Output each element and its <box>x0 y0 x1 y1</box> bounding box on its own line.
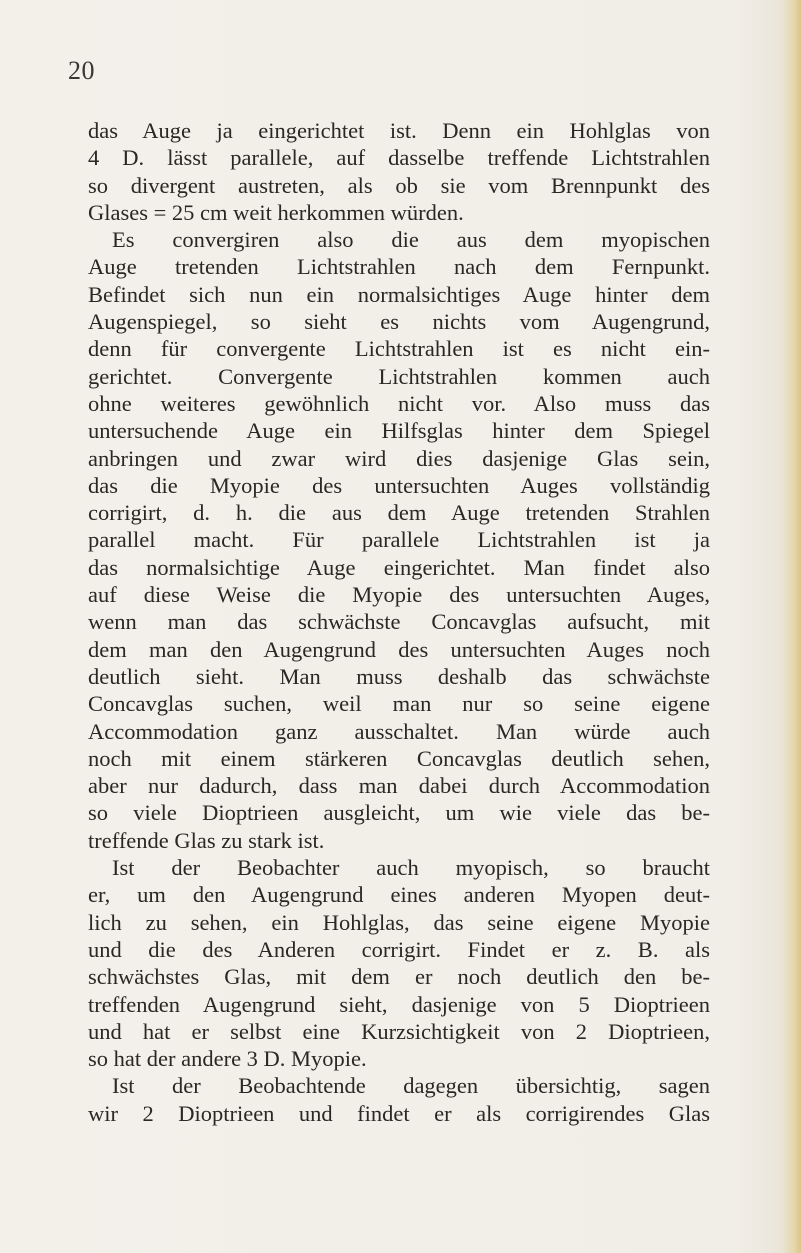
text-line: wir 2 Dioptrieen und findet er als corrigirendes Glas <box>88 1100 710 1126</box>
text-line: deutlich sieht. Man muss deshalb das schwächste <box>88 663 710 689</box>
text-line: Augenspiegel, so sieht es nichts vom Augengrund, <box>88 309 710 335</box>
text-line: treffenden Augengrund sieht, dasjenige von 5 Dioptrieen <box>88 991 710 1017</box>
text-line: noch mit einem stärkeren Concavglas deutlich sehen, <box>88 745 710 771</box>
text-line: treffende Glas zu stark ist. <box>88 827 325 853</box>
text-line: und hat er selbst eine Kurzsichtigkeit von 2 Dioptrieen, <box>88 1018 710 1044</box>
text-line: ohne weiteres gewöhnlich nicht vor. Also muss das <box>88 390 710 416</box>
text-line: parallel macht. Für parallele Lichtstrahlen ist ja <box>88 527 710 553</box>
text-line: Befindet sich nun ein normalsichtiges Auge hinter dem <box>88 281 710 307</box>
text-line: er, um den Augengrund eines anderen Myopen deut- <box>88 882 710 908</box>
text-line: gerichtet. Convergente Lichtstrahlen kommen auch <box>88 363 710 389</box>
text-line: aber nur dadurch, dass man dabei durch Accommodation <box>88 773 710 799</box>
text-line: dem man den Augengrund des untersuchten Auges noch <box>88 636 710 662</box>
text-line: so divergent austreten, als ob sie vom Brennpunkt des <box>88 172 710 198</box>
text-line: Es convergiren also die aus dem myopischen <box>112 227 710 253</box>
text-line: das die Myopie des untersuchten Auges vollständig <box>88 472 710 498</box>
page-edge <box>783 0 801 1253</box>
text-line: das Auge ja eingerichtet ist. Denn ein Hohlglas von <box>88 118 710 143</box>
page-number: 20 <box>68 56 95 85</box>
text-line: anbringen und zwar wird dies dasjenige Glas sein, <box>88 445 710 471</box>
text-line: untersuchende Auge ein Hilfsglas hinter dem Spiegel <box>88 418 710 444</box>
text-line: denn für convergente Lichtstrahlen ist es nicht ein- <box>88 336 710 362</box>
text-line: Glases = 25 cm weit herkommen würden. <box>88 199 464 225</box>
text-line: auf diese Weise die Myopie des untersuchten Auges, <box>88 582 710 608</box>
text-line: das normalsichtige Auge eingerichtet. Man findet also <box>88 554 710 580</box>
text-line: so viele Dioptrieen ausgleicht, um wie viele das be- <box>88 800 710 826</box>
text-line: lich zu sehen, ein Hohlglas, das seine eigene Myopie <box>88 909 710 935</box>
text-line: und die des Anderen corrigirt. Findet er z. B. als <box>88 936 710 962</box>
body-text <box>88 117 710 1127</box>
text-line: Auge tretenden Lichtstrahlen nach dem Fernpunkt. <box>88 254 710 280</box>
text-line: Ist der Beobachtende dagegen übersichtig, sagen <box>112 1073 710 1099</box>
text-line: schwächstes Glas, mit dem er noch deutlich den be- <box>88 964 710 990</box>
text-line: Concavglas suchen, weil man nur so seine eigene <box>88 691 710 717</box>
text-line: 4 D. lässt parallele, auf dasselbe treffende Lichtstrahlen <box>88 145 710 171</box>
text-line: corrigirt, d. h. die aus dem Auge tretenden Strahlen <box>88 500 710 526</box>
text-line: wenn man das schwächste Concavglas aufsucht, mit <box>88 609 710 635</box>
text-line: Accommodation ganz ausschaltet. Man würde auch <box>88 718 710 744</box>
text-line: so hat der andere 3 D. Myopie. <box>88 1046 367 1072</box>
text-line: Ist der Beobachter auch myopisch, so braucht <box>112 855 710 881</box>
